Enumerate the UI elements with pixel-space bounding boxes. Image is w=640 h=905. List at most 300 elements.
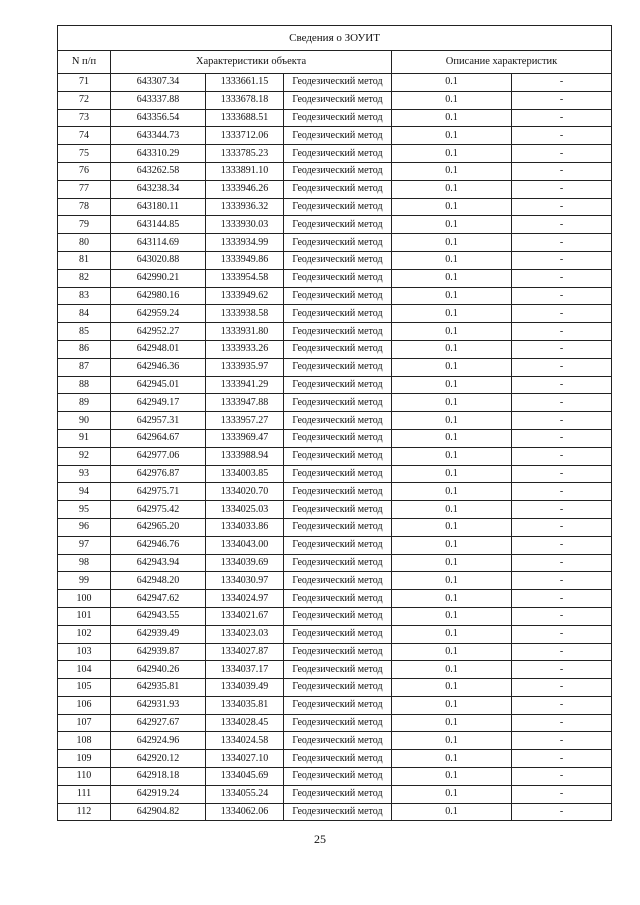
cell-x: 642949.17 [111,394,206,412]
page-number: 25 [314,832,326,846]
cell-accuracy: 0.1 [392,607,512,625]
cell-description: - [512,251,612,269]
cell-description: - [512,234,612,252]
cell-accuracy: 0.1 [392,643,512,661]
cell-method: Геодезический метод [284,679,392,697]
cell-num: 99 [58,572,111,590]
cell-description: - [512,269,612,287]
cell-accuracy: 0.1 [392,732,512,750]
cell-accuracy: 0.1 [392,287,512,305]
cell-num: 88 [58,376,111,394]
cell-description: - [512,216,612,234]
cell-num: 106 [58,696,111,714]
cell-num: 103 [58,643,111,661]
table-row [58,109,612,127]
cell-accuracy: 0.1 [392,518,512,536]
table-row [58,305,612,323]
cell-description: - [512,483,612,501]
cell-num: 109 [58,750,111,768]
cell-accuracy: 0.1 [392,109,512,127]
cell-y: 1333949.86 [206,251,284,269]
cell-x: 642927.67 [111,714,206,732]
table-row [58,394,612,412]
cell-accuracy: 0.1 [392,661,512,679]
cell-x: 643180.11 [111,198,206,216]
cell-num: 72 [58,91,111,109]
cell-x: 642975.42 [111,501,206,519]
cell-method: Геодезический метод [284,358,392,376]
cell-method: Геодезический метод [284,447,392,465]
cell-num: 94 [58,483,111,501]
cell-num: 84 [58,305,111,323]
table-row [58,518,612,536]
cell-y: 1334023.03 [206,625,284,643]
cell-y: 1334024.97 [206,590,284,608]
cell-method: Геодезический метод [284,483,392,501]
table-row [58,572,612,590]
cell-accuracy: 0.1 [392,323,512,341]
cell-y: 1333931.80 [206,323,284,341]
cell-y: 1334037.17 [206,661,284,679]
cell-num: 73 [58,109,111,127]
table-title: Сведения о ЗОУИТ [58,26,612,51]
cell-description: - [512,412,612,430]
cell-x: 642975.71 [111,483,206,501]
cell-y: 1334062.06 [206,803,284,821]
cell-x: 643114.69 [111,234,206,252]
table-row [58,269,612,287]
table-row [58,180,612,198]
cell-num: 104 [58,661,111,679]
cell-y: 1333678.18 [206,91,284,109]
cell-x: 642952.27 [111,323,206,341]
cell-x: 643020.88 [111,251,206,269]
cell-method: Геодезический метод [284,287,392,305]
cell-accuracy: 0.1 [392,785,512,803]
cell-description: - [512,180,612,198]
cell-description: - [512,714,612,732]
cell-accuracy: 0.1 [392,180,512,198]
cell-description: - [512,91,612,109]
table-row [58,679,612,697]
cell-y: 1333891.10 [206,162,284,180]
cell-num: 85 [58,323,111,341]
table-row [58,251,612,269]
header-num: N п/п [58,51,111,74]
cell-num: 71 [58,74,111,92]
cell-x: 642918.18 [111,768,206,786]
cell-y: 1333957.27 [206,412,284,430]
cell-x: 642939.87 [111,643,206,661]
cell-y: 1334020.70 [206,483,284,501]
cell-method: Геодезический метод [284,607,392,625]
cell-accuracy: 0.1 [392,358,512,376]
table-row [58,447,612,465]
cell-method: Геодезический метод [284,501,392,519]
table-row [58,607,612,625]
cell-num: 105 [58,679,111,697]
cell-num: 76 [58,162,111,180]
cell-method: Геодезический метод [284,590,392,608]
cell-description: - [512,305,612,323]
cell-method: Геодезический метод [284,91,392,109]
cell-description: - [512,162,612,180]
cell-description: - [512,696,612,714]
cell-accuracy: 0.1 [392,162,512,180]
cell-method: Геодезический метод [284,74,392,92]
cell-num: 90 [58,412,111,430]
cell-accuracy: 0.1 [392,768,512,786]
cell-method: Геодезический метод [284,554,392,572]
cell-y: 1334045.69 [206,768,284,786]
cell-num: 74 [58,127,111,145]
cell-y: 1333941.29 [206,376,284,394]
table-header-row [58,51,612,74]
table-row [58,625,612,643]
cell-accuracy: 0.1 [392,198,512,216]
cell-y: 1333954.58 [206,269,284,287]
cell-method: Геодезический метод [284,768,392,786]
cell-method: Геодезический метод [284,127,392,145]
cell-y: 1333661.15 [206,74,284,92]
cell-accuracy: 0.1 [392,91,512,109]
cell-accuracy: 0.1 [392,536,512,554]
table-title-row [58,26,612,51]
table-row [58,412,612,430]
table-row [58,198,612,216]
table-row [58,536,612,554]
table-row [58,340,612,358]
cell-method: Геодезический метод [284,251,392,269]
cell-description: - [512,501,612,519]
cell-num: 112 [58,803,111,821]
cell-x: 642964.67 [111,429,206,447]
cell-num: 97 [58,536,111,554]
table-row [58,323,612,341]
cell-y: 1333949.62 [206,287,284,305]
cell-method: Геодезический метод [284,625,392,643]
cell-num: 102 [58,625,111,643]
cell-method: Геодезический метод [284,536,392,554]
cell-num: 87 [58,358,111,376]
cell-y: 1334027.87 [206,643,284,661]
table-row [58,643,612,661]
cell-accuracy: 0.1 [392,714,512,732]
cell-description: - [512,287,612,305]
cell-x: 642920.12 [111,750,206,768]
cell-y: 1334028.45 [206,714,284,732]
cell-x: 642948.01 [111,340,206,358]
cell-description: - [512,358,612,376]
cell-accuracy: 0.1 [392,803,512,821]
cell-accuracy: 0.1 [392,696,512,714]
cell-accuracy: 0.1 [392,74,512,92]
cell-description: - [512,518,612,536]
cell-description: - [512,394,612,412]
table-row [58,91,612,109]
cell-method: Геодезический метод [284,269,392,287]
cell-description: - [512,554,612,572]
cell-y: 1334025.03 [206,501,284,519]
cell-y: 1333988.94 [206,447,284,465]
cell-num: 77 [58,180,111,198]
cell-method: Геодезический метод [284,785,392,803]
cell-x: 642957.31 [111,412,206,430]
table-row [58,465,612,483]
cell-y: 1334027.10 [206,750,284,768]
cell-y: 1334030.97 [206,572,284,590]
cell-y: 1334039.69 [206,554,284,572]
cell-x: 642959.24 [111,305,206,323]
cell-x: 642946.76 [111,536,206,554]
cell-method: Геодезический метод [284,696,392,714]
cell-method: Геодезический метод [284,732,392,750]
cell-accuracy: 0.1 [392,251,512,269]
cell-description: - [512,768,612,786]
cell-num: 96 [58,518,111,536]
cell-x: 642948.20 [111,572,206,590]
cell-x: 643337.88 [111,91,206,109]
cell-method: Геодезический метод [284,323,392,341]
cell-method: Геодезический метод [284,145,392,163]
cell-accuracy: 0.1 [392,340,512,358]
table-row [58,768,612,786]
cell-accuracy: 0.1 [392,145,512,163]
cell-method: Геодезический метод [284,305,392,323]
cell-y: 1333712.06 [206,127,284,145]
cell-method: Геодезический метод [284,376,392,394]
cell-y: 1334003.85 [206,465,284,483]
cell-x: 642943.94 [111,554,206,572]
cell-num: 91 [58,429,111,447]
cell-y: 1333930.03 [206,216,284,234]
cell-description: - [512,429,612,447]
cell-num: 107 [58,714,111,732]
cell-method: Геодезический метод [284,394,392,412]
cell-y: 1334055.24 [206,785,284,803]
cell-y: 1333947.88 [206,394,284,412]
cell-accuracy: 0.1 [392,501,512,519]
cell-x: 642965.20 [111,518,206,536]
table-row [58,785,612,803]
cell-y: 1333933.26 [206,340,284,358]
cell-num: 100 [58,590,111,608]
cell-num: 79 [58,216,111,234]
cell-num: 89 [58,394,111,412]
table-row [58,145,612,163]
table-row [58,554,612,572]
table-row [58,358,612,376]
cell-method: Геодезический метод [284,429,392,447]
cell-x: 642919.24 [111,785,206,803]
cell-method: Геодезический метод [284,162,392,180]
cell-x: 642931.93 [111,696,206,714]
cell-y: 1334021.67 [206,607,284,625]
cell-method: Геодезический метод [284,572,392,590]
cell-accuracy: 0.1 [392,679,512,697]
cell-y: 1334039.49 [206,679,284,697]
table-row [58,661,612,679]
cell-accuracy: 0.1 [392,269,512,287]
cell-num: 101 [58,607,111,625]
cell-accuracy: 0.1 [392,483,512,501]
cell-method: Геодезический метод [284,412,392,430]
table-row [58,732,612,750]
cell-accuracy: 0.1 [392,590,512,608]
cell-description: - [512,679,612,697]
cell-accuracy: 0.1 [392,376,512,394]
cell-x: 642924.96 [111,732,206,750]
cell-num: 78 [58,198,111,216]
cell-description: - [512,340,612,358]
cell-x: 642977.06 [111,447,206,465]
cell-method: Геодезический метод [284,340,392,358]
cell-accuracy: 0.1 [392,394,512,412]
cell-method: Геодезический метод [284,803,392,821]
cell-description: - [512,625,612,643]
cell-accuracy: 0.1 [392,216,512,234]
cell-accuracy: 0.1 [392,625,512,643]
cell-method: Геодезический метод [284,643,392,661]
table-row [58,714,612,732]
cell-method: Геодезический метод [284,714,392,732]
cell-description: - [512,607,612,625]
table-row [58,429,612,447]
cell-y: 1333969.47 [206,429,284,447]
cell-accuracy: 0.1 [392,305,512,323]
cell-method: Геодезический метод [284,518,392,536]
table-row [58,696,612,714]
cell-description: - [512,572,612,590]
cell-description: - [512,198,612,216]
cell-x: 643262.58 [111,162,206,180]
table-row [58,750,612,768]
cell-x: 643310.29 [111,145,206,163]
cell-accuracy: 0.1 [392,554,512,572]
cell-y: 1334035.81 [206,696,284,714]
cell-y: 1334043.00 [206,536,284,554]
cell-num: 108 [58,732,111,750]
cell-x: 642939.49 [111,625,206,643]
cell-x: 642976.87 [111,465,206,483]
cell-num: 86 [58,340,111,358]
cell-description: - [512,109,612,127]
cell-num: 98 [58,554,111,572]
table-row [58,216,612,234]
table-row [58,803,612,821]
cell-num: 75 [58,145,111,163]
cell-x: 642980.16 [111,287,206,305]
header-description: Описание характеристик [392,51,612,74]
cell-y: 1333938.58 [206,305,284,323]
cell-y: 1333935.97 [206,358,284,376]
cell-method: Геодезический метод [284,109,392,127]
cell-x: 642935.81 [111,679,206,697]
cell-accuracy: 0.1 [392,750,512,768]
cell-x: 643356.54 [111,109,206,127]
cell-accuracy: 0.1 [392,127,512,145]
cell-x: 643144.85 [111,216,206,234]
cell-description: - [512,643,612,661]
cell-description: - [512,127,612,145]
cell-num: 110 [58,768,111,786]
cell-description: - [512,661,612,679]
cell-y: 1333946.26 [206,180,284,198]
cell-description: - [512,74,612,92]
cell-x: 642940.26 [111,661,206,679]
zouit-table [57,25,612,821]
cell-x: 643238.34 [111,180,206,198]
table-row [58,501,612,519]
cell-y: 1333934.99 [206,234,284,252]
cell-description: - [512,732,612,750]
table-row [58,287,612,305]
cell-x: 642904.82 [111,803,206,821]
cell-y: 1333785.23 [206,145,284,163]
table-row [58,376,612,394]
cell-x: 642945.01 [111,376,206,394]
cell-description: - [512,376,612,394]
cell-method: Геодезический метод [284,750,392,768]
cell-num: 80 [58,234,111,252]
cell-x: 643307.34 [111,74,206,92]
cell-y: 1333936.32 [206,198,284,216]
table-row [58,74,612,92]
cell-method: Геодезический метод [284,180,392,198]
cell-description: - [512,447,612,465]
cell-method: Геодезический метод [284,661,392,679]
header-characteristics: Характеристики объекта [111,51,392,74]
cell-accuracy: 0.1 [392,572,512,590]
cell-x: 642943.55 [111,607,206,625]
table-row [58,234,612,252]
cell-description: - [512,785,612,803]
cell-num: 92 [58,447,111,465]
cell-num: 111 [58,785,111,803]
cell-description: - [512,465,612,483]
cell-method: Геодезический метод [284,234,392,252]
cell-y: 1333688.51 [206,109,284,127]
cell-description: - [512,145,612,163]
table-row [58,590,612,608]
cell-x: 642990.21 [111,269,206,287]
cell-method: Геодезический метод [284,198,392,216]
cell-accuracy: 0.1 [392,412,512,430]
table-row [58,483,612,501]
cell-accuracy: 0.1 [392,429,512,447]
cell-accuracy: 0.1 [392,447,512,465]
table-row [58,162,612,180]
table-row [58,127,612,145]
cell-description: - [512,323,612,341]
cell-x: 642946.36 [111,358,206,376]
cell-y: 1334033.86 [206,518,284,536]
cell-accuracy: 0.1 [392,234,512,252]
cell-description: - [512,536,612,554]
cell-accuracy: 0.1 [392,465,512,483]
cell-x: 642947.62 [111,590,206,608]
cell-num: 83 [58,287,111,305]
cell-method: Геодезический метод [284,465,392,483]
cell-description: - [512,590,612,608]
cell-x: 643344.73 [111,127,206,145]
cell-description: - [512,750,612,768]
cell-description: - [512,803,612,821]
cell-method: Геодезический метод [284,216,392,234]
cell-num: 95 [58,501,111,519]
cell-num: 81 [58,251,111,269]
cell-num: 93 [58,465,111,483]
